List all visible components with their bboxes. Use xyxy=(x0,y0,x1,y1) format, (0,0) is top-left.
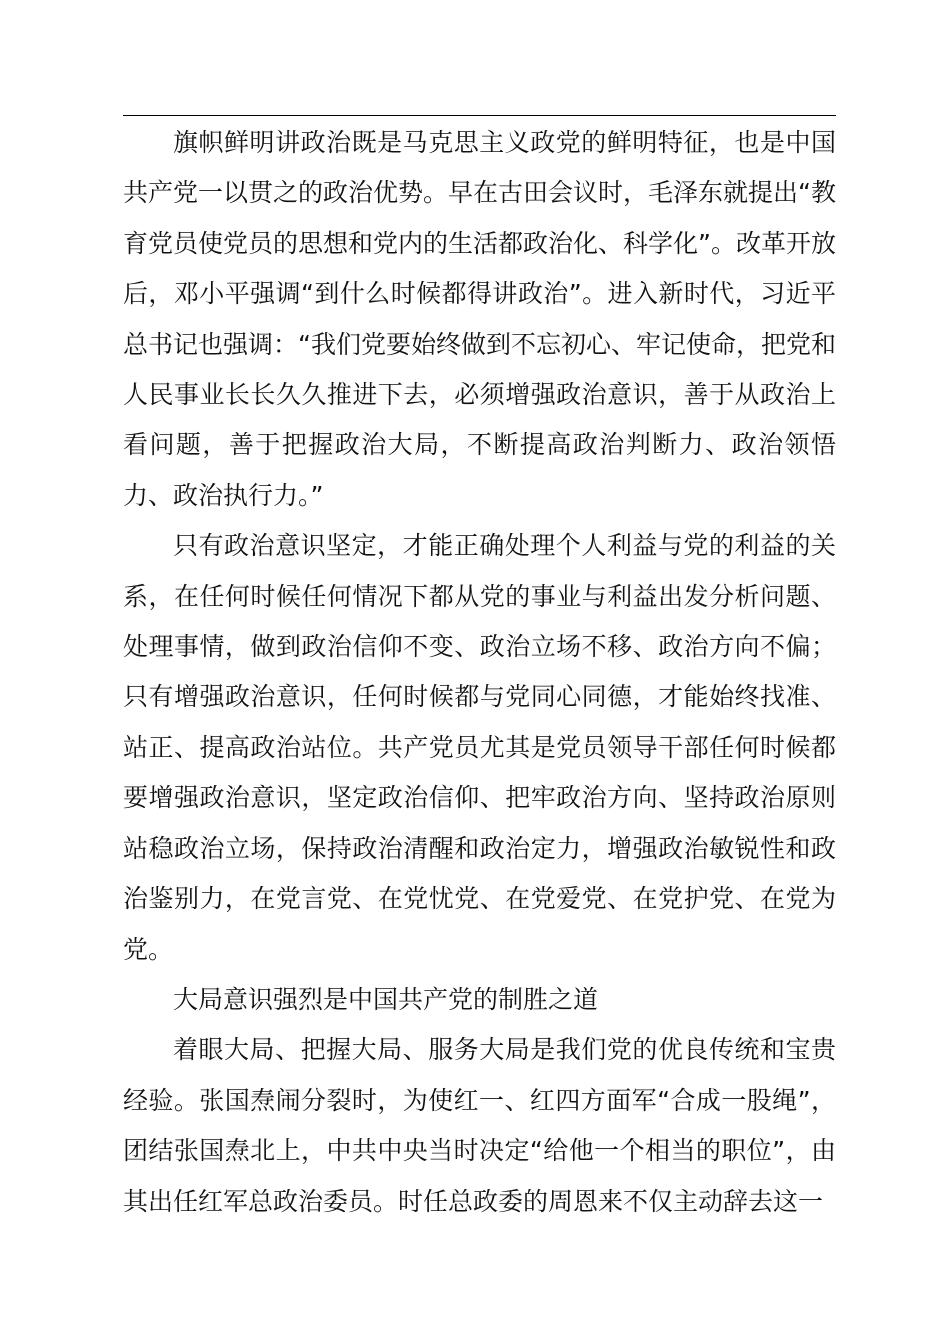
document-body xyxy=(123,118,836,1227)
paragraph-political-banner: 旗帜鲜明讲政治既是马克思主义政党的鲜明特征，也是中国共产党一以贯之的政治优势。早在古田会议时，毛泽东就提出“教育党员使党员的思想和党内的生活都政治化、科学化”。改革开放后，邓小平强调“到什么时候都得讲政治”。进入新时代，习近平总书记也强调：“我们党要始终做到不忘初心、牢记使命，把党和人民事业长长久久推进下去，必须增强政治意识，善于从政治上看问题，善于把握政治大局，不断提高政治判断力、政治领悟力、政治执行力。” xyxy=(123,128,836,510)
paragraph-overall-situation: 着眼大局、把握大局、服务大局是我们党的优良传统和宝贵经验。张国焘闹分裂时，为使红一、红四方面军“合成一股绳”，团结张国焘北上，中共中央当时决定“给他一个相当的职位”，由其出任红军总政治委员。时任总政委的周恩来不仅主动辞去这一 xyxy=(123,1035,836,1216)
header-rule xyxy=(123,115,836,116)
paragraph-political-awareness: 只有政治意识坚定，才能正确处理个人利益与党的利益的关系，在任何时候任何情况下都从党的事业与利益出发分析问题、处理事情，做到政治信仰不变、政治立场不移、政治方向不偏；只有增强政治意识，任何时候都与党同心同德，才能始终找准、站正、提高政治站位。共产党员尤其是党员领导干部任何时候都要增强政治意识，坚定政治信仰、把牢政治方向、坚持政治原则站稳政治立场，保持政治清醒和政治定力，增强政治敏锐性和政治鉴别力，在党言党、在党忧党、在党爱党、在党护党、在党为党。 xyxy=(123,531,836,964)
section-heading: 大局意识强烈是中国共产党的制胜之道 xyxy=(173,984,599,1014)
